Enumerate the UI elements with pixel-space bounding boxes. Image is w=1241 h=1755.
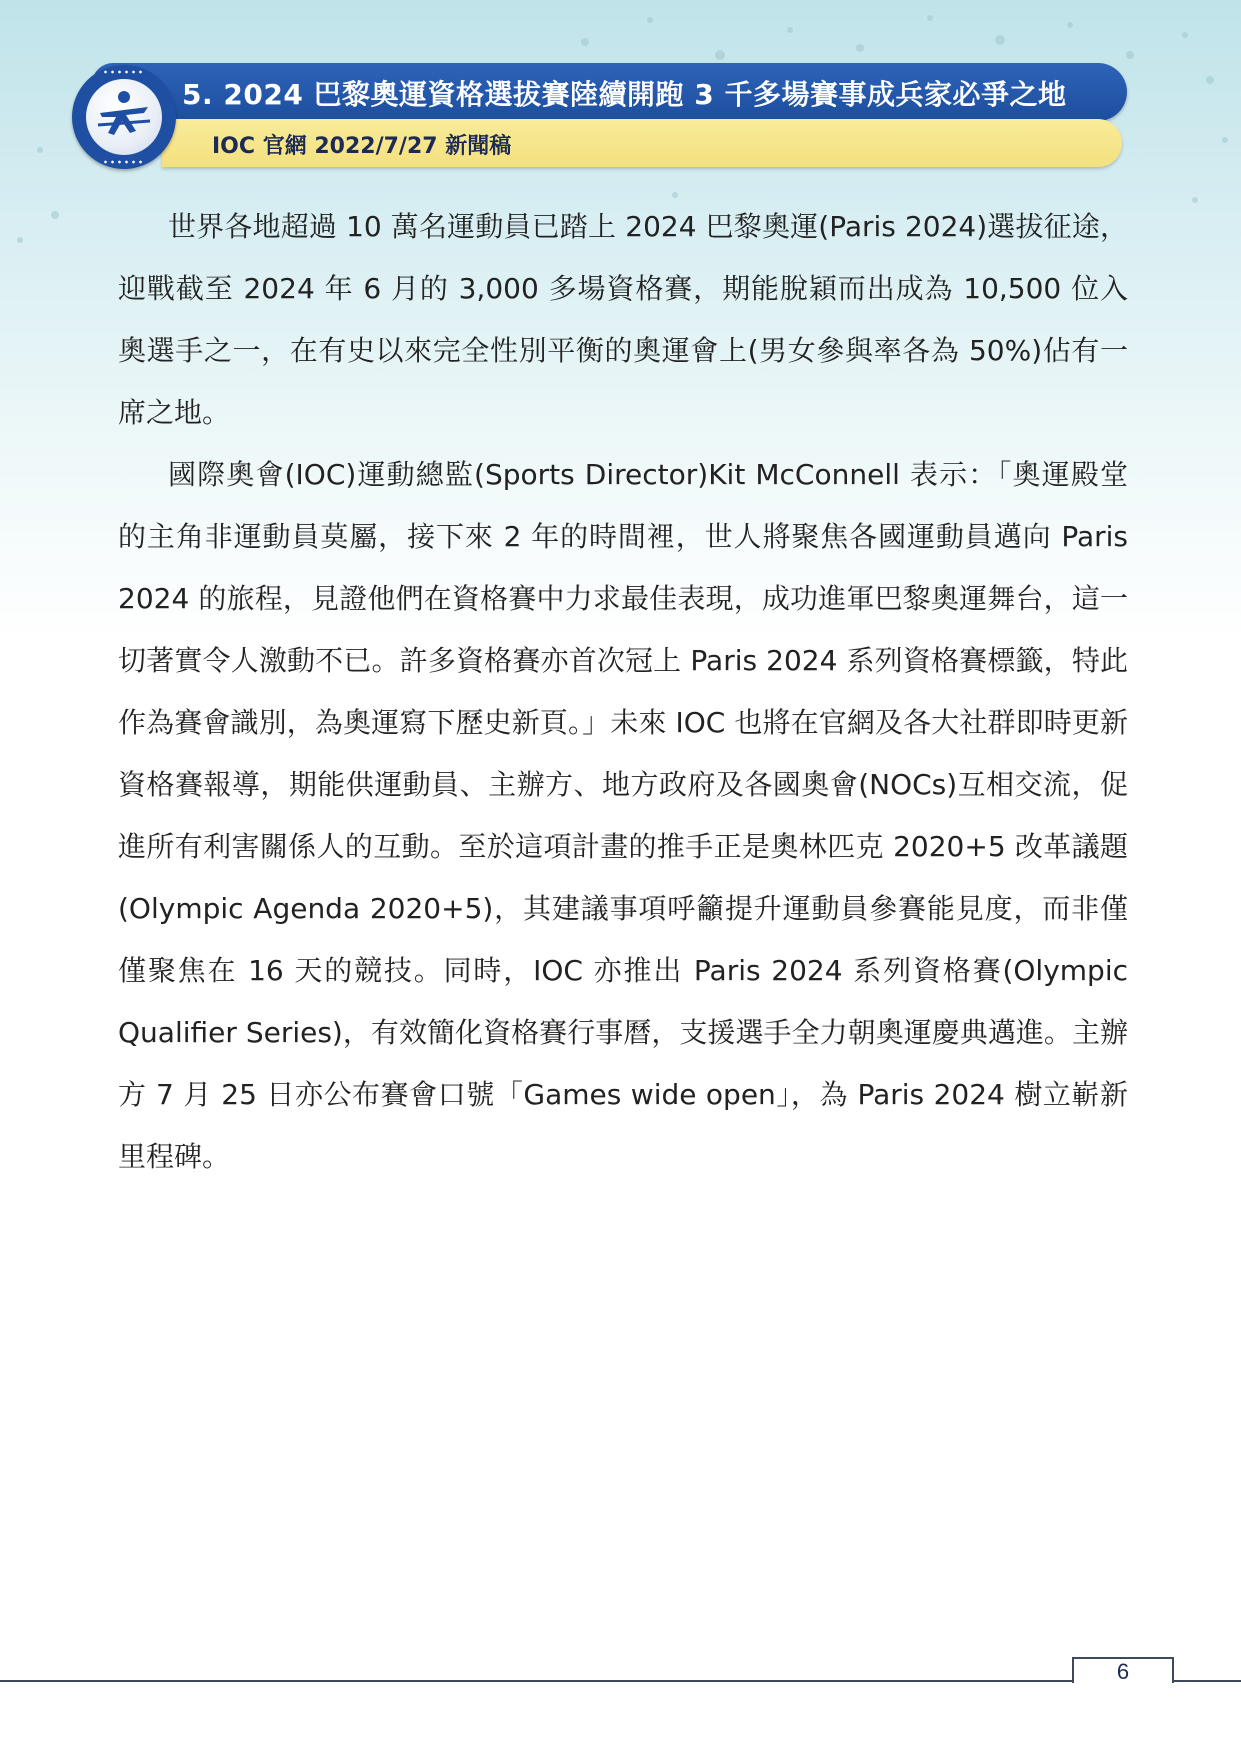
section-title: 5. 2024 巴黎奧運資格選拔賽陸續開跑 3 千多場賽事成兵家必爭之地	[182, 78, 1067, 111]
section-subtitle: IOC 官網 2022/7/27 新聞稿	[212, 134, 512, 159]
paragraph: 世界各地超過 10 萬名運動員已踏上 2024 巴黎奧運(Paris 2024)選拔征途，迎戰截至 2024 年 6 月的 3,000 多場資格賽，期能脫穎而出成為 10,500 位入奧選手之一，在有史以來完全性別平衡的奧運會上(男女參與率各為 50%)佔有一席之地。	[118, 210, 1128, 429]
page-number: 6	[1116, 1659, 1130, 1684]
footer-rule	[0, 1680, 1241, 1682]
emblem-face	[86, 79, 162, 155]
paragraph: 國際奧會(IOC)運動總監(Sports Director)Kit McConnell 表示：「奧運殿堂的主角非運動員莫屬，接下來 2 年的時間裡，世人將聚焦各國運動員邁向 Paris 2024 的旅程，見證他們在資格賽中力求最佳表現，成功進軍巴黎奧運舞台，這一切著實令人激動不已。許多資格賽亦首次冠上 Paris 2024 系列資格賽標籤，特此作為賽會識別，為奧運寫下歷史新頁。」未來 IOC 也將在官網及各大社群即時更新資格賽報導，期能供運動員、主辦方、地方政府及各國奧會(NOCs)互相交流，促進所有利害關係人的互動。至於這項計畫的推手正是奧林匹克 2020+5 改革議題(Olympic Agenda 2020+5)，其建議事項呼籲提升運動員參賽能見度，而非僅僅聚焦在 16 天的競技。同時，IOC 亦推出 Paris 2024 系列資格賽(Olympic Qualifier Series)，有效簡化資格賽行事曆，支援選手全力朝奧運慶典邁進。主辦方 7 月 25 日亦公布賽會口號「Games wide open」，為 Paris 2024 樹立嶄新里程碑。	[118, 458, 1128, 1173]
athlete-emblem-icon	[72, 65, 176, 169]
section-header-banner	[72, 63, 1127, 173]
emblem-dots-top	[102, 70, 146, 74]
article-body	[118, 196, 1128, 1188]
emblem-dots-bottom	[102, 160, 146, 164]
athlete-figure-icon	[86, 79, 162, 155]
